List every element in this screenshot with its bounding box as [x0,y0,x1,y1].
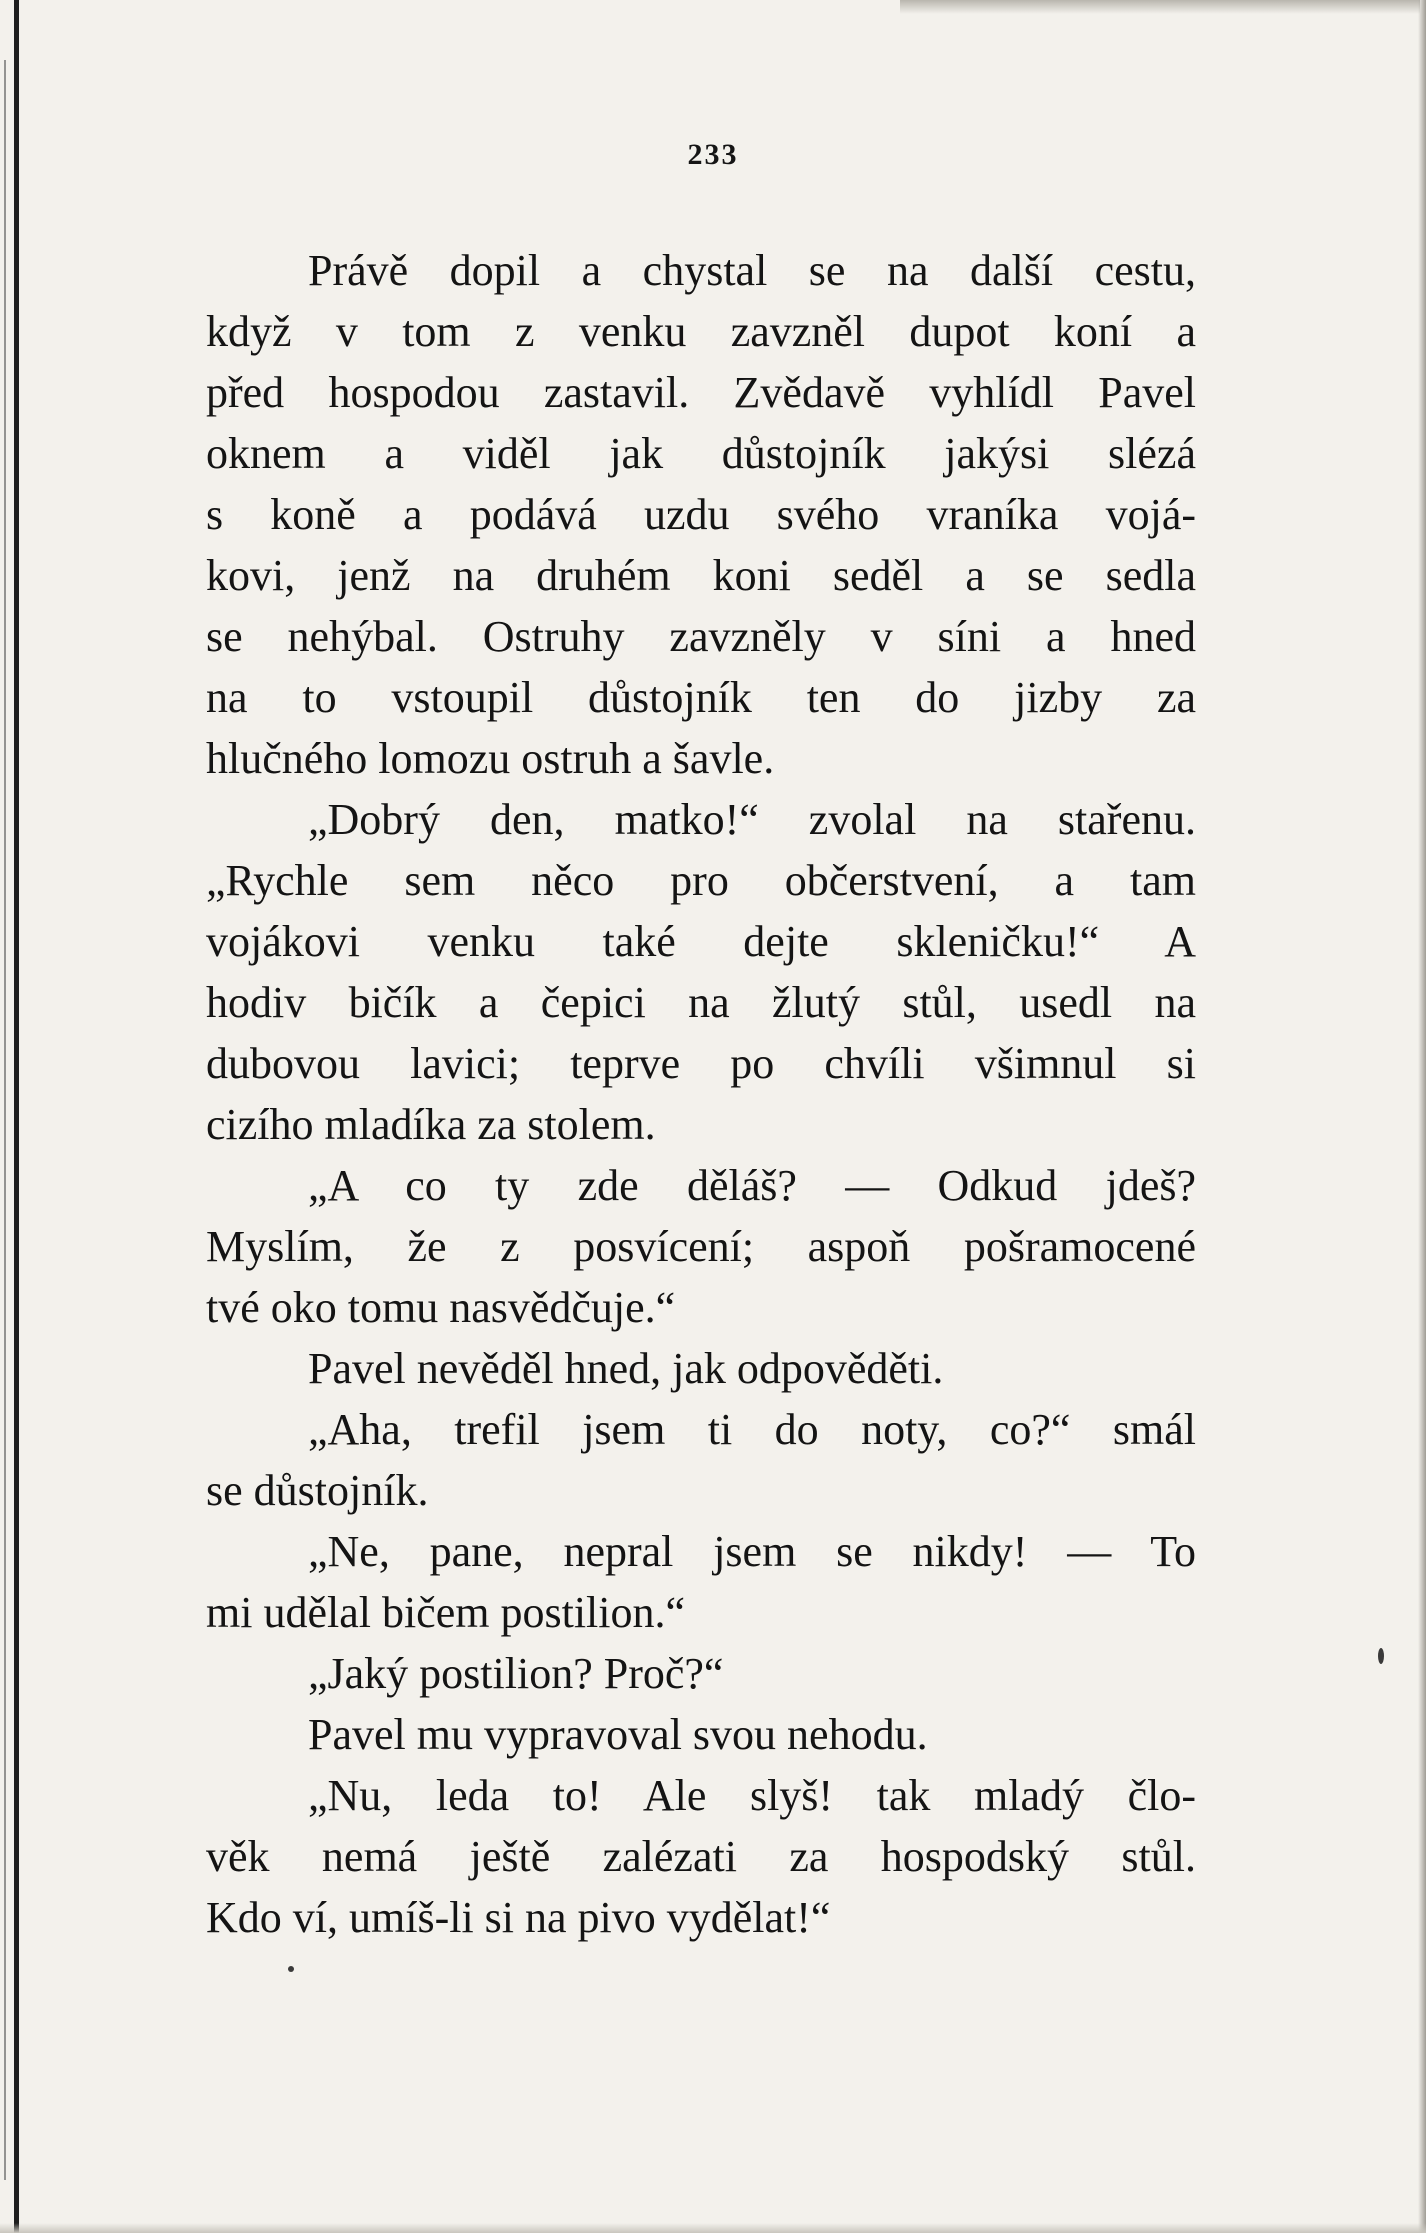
text-line: Myslím, že z posvícení; aspoň pošramocené [206,1222,1196,1271]
text-line: „Ne, pane, nepral jsem se nikdy! — To [308,1527,1196,1576]
text-line: hodiv bičík a čepici na žlutý stůl, usedl na [206,978,1196,1027]
text-line: Pavel mu vypravoval svou nehodu. [308,1710,928,1759]
text-line: „Nu, leda to! Ale slyš! tak mladý člo- [308,1771,1196,1820]
text-line: se důstojník. [206,1466,429,1515]
text-line: se nehýbal. Ostruhy zavzněly v síni a hned [206,612,1196,661]
text-line: Právě dopil a chystal se na další cestu, [308,246,1196,295]
text-line: s koně a podává uzdu svého vraníka vojá- [206,490,1196,539]
text-line: kovi, jenž na druhém koni seděl a se sedla [206,551,1196,600]
page-binding-shadow [4,60,6,2180]
page-number: 233 [687,138,739,171]
text-line: hlučného lomozu ostruh a šavle. [206,734,775,783]
text-line: vojákovi venku také dejte skleničku!“ A [206,917,1196,966]
text-line: mi udělal bičem postilion.“ [206,1588,686,1637]
page-binding-edge [14,0,19,2233]
text-line: „A co ty zde děláš? — Odkud jdeš? [308,1161,1196,1210]
text-line: Pavel nevěděl hned, jak odpověděti. [308,1344,944,1393]
text-line: když v tom z venku zavzněl dupot koní a [206,307,1196,356]
text-line: před hospodou zastavil. Zvědavě vyhlídl Pavel [206,368,1196,417]
text-line: Kdo ví, umíš-li si na pivo vydělat!“ [206,1893,831,1942]
ink-speck [1378,1648,1384,1664]
body-text [206,240,1196,1948]
text-line: na to vstoupil důstojník ten do jizby za [206,673,1196,722]
ink-speck [288,1966,294,1972]
page-top-shadow [900,0,1420,14]
text-line: „Jaký postilion? Proč?“ [308,1649,724,1698]
text-line: „Rychle sem něco pro občerstvení, a tam [206,856,1196,905]
text-line: „Aha, trefil jsem ti do noty, co?“ smál [308,1405,1196,1454]
text-line: „Dobrý den, matko!“ zvolal na stařenu. [308,795,1196,844]
text-line: věk nemá ještě zalézati za hospodský stůl. [206,1832,1196,1881]
text-line: cizího mladíka za stolem. [206,1100,656,1149]
text-line: oknem a viděl jak důstojník jakýsi slézá [206,429,1196,478]
text-line: dubovou lavici; teprve po chvíli všimnul si [206,1039,1196,1088]
page-bottom-shadow [0,2223,1426,2233]
page-right-shadow [1418,0,1426,2233]
text-line: tvé oko tomu nasvědčuje.“ [206,1283,676,1332]
